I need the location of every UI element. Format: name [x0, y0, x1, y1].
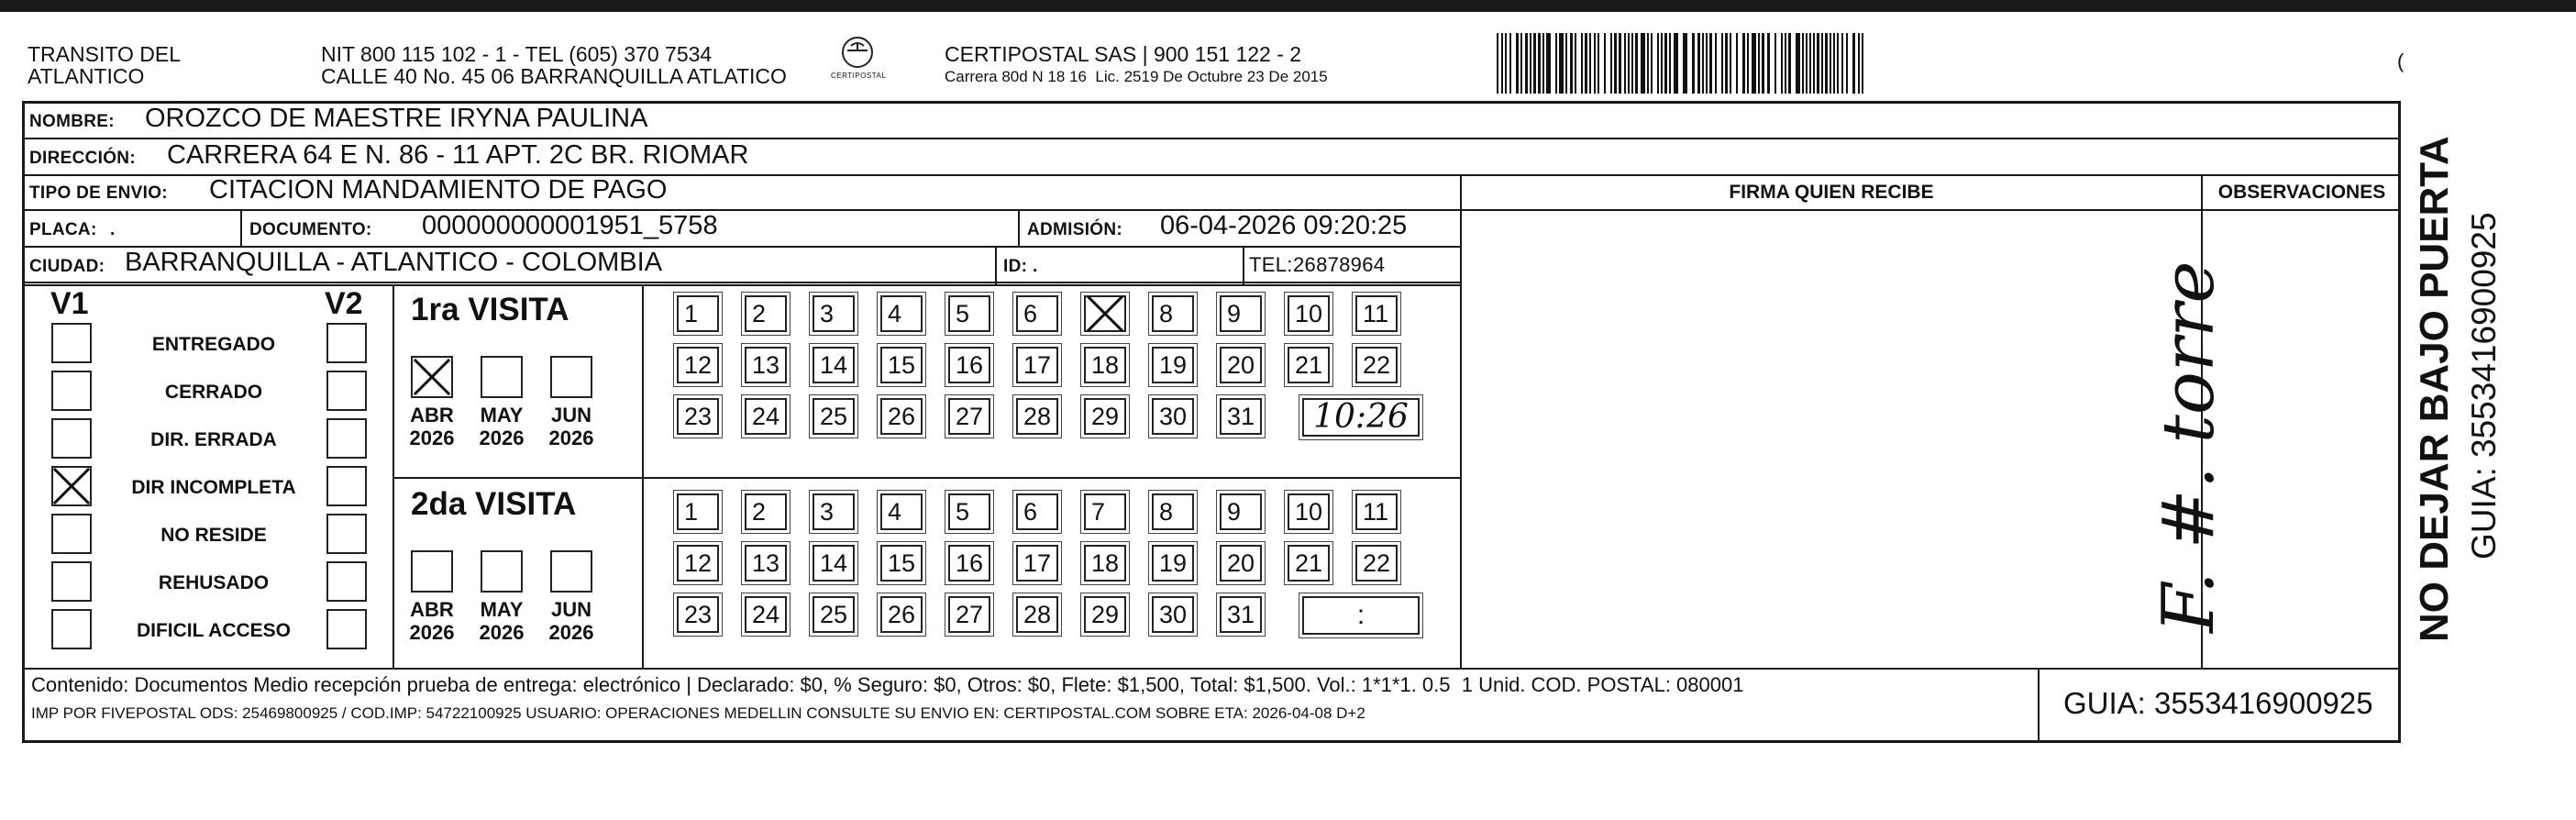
visit1-day-box[interactable]: 11 [1355, 295, 1398, 332]
observaciones-header: OBSERVACIONES [2217, 182, 2386, 203]
visit2-day-box[interactable]: 30 [1152, 596, 1194, 633]
visit1-day-box[interactable]: 27 [948, 398, 990, 435]
sender-name-line2: ATLANTICO [28, 64, 145, 88]
visit2-day-box[interactable]: 19 [1152, 545, 1194, 582]
visit1-month-checkbox[interactable] [481, 356, 523, 398]
visit2-day-box[interactable]: 2 [745, 493, 787, 530]
visit1-day-box[interactable]: 5 [948, 295, 990, 332]
visit2-day-box[interactable]: 10 [1288, 493, 1330, 530]
visit1-day-box[interactable]: 2 [745, 295, 787, 332]
tipo-envio-value: CITACION MANDAMIENTO DE PAGO [209, 175, 668, 205]
visit2-day-box[interactable]: 20 [1220, 545, 1262, 582]
visit-divider [394, 477, 1462, 479]
footer-imp-line: IMP POR FIVEPOSTAL ODS: 25469800925 / COD.IMP: 54722100925 USUARIO: OPERACIONES MEDELLIN CONSULTE SU ENVIO EN: CERTIPOSTAL.COM SOBRE ETA: 2026-04-08 D+2 [31, 704, 1365, 722]
id-value: . [1033, 257, 1038, 276]
visit2-month-checkbox[interactable] [481, 550, 523, 593]
tipo-envio-label: TIPO DE ENVIO: [29, 183, 168, 203]
visit1-month-label: MAY 2026 [479, 404, 525, 449]
col-divider [642, 284, 644, 670]
footer-content-line: Contenido: Documentos Medio recepción prueba de entrega: electrónico | Declarado: $0, % Seguro: $0, Otros: $0, Flete: $1,500, Total: $1,500. Vol.: 1*1*1. 0.5 1 Unid. COD. POSTAL: 080001 [31, 673, 1744, 696]
visit1-day-box[interactable]: 19 [1152, 347, 1194, 383]
visit2-day-box[interactable]: 4 [880, 493, 923, 530]
visit1-day-box[interactable]: 18 [1084, 347, 1126, 383]
visit2-day-box[interactable]: 16 [948, 545, 990, 582]
reason-label: DIR INCOMPLETA [131, 477, 296, 498]
page-marker: ( [2397, 50, 2405, 72]
ciudad-label: CIUDAD: [29, 257, 105, 276]
reason-label: REHUSADO [158, 572, 270, 593]
visit2-day-box[interactable]: 18 [1084, 545, 1126, 582]
visit2-day-box[interactable]: 13 [745, 545, 787, 582]
logo-caption: CERTIPOSTAL [831, 72, 887, 80]
visit1-day-box[interactable]: 20 [1220, 347, 1262, 383]
id-label: ID: [1003, 257, 1028, 276]
placa-value: . [110, 220, 116, 239]
visit1-month-label: ABR 2026 [409, 404, 455, 449]
visit2-day-box[interactable]: 12 [677, 545, 719, 582]
col-divider [1460, 174, 1462, 670]
visit2-day-box[interactable]: 23 [677, 596, 719, 633]
visit2-day-box[interactable]: 24 [745, 596, 787, 633]
reason-label: NO RESIDE [160, 525, 267, 546]
visit2-day-box[interactable]: 14 [813, 545, 855, 582]
visit2-day-box[interactable]: 26 [880, 596, 923, 633]
direccion-label: DIRECCIÓN: [29, 149, 136, 168]
side-no-dejar-text: NO DEJAR BAJO PUERTA [2412, 136, 2457, 642]
visit1-day-box[interactable]: 31 [1220, 398, 1262, 435]
v2-checkbox[interactable] [326, 609, 367, 649]
company-license: Carrera 80d N 18 16 Lic. 2519 De Octubre 23 De 2015 [945, 68, 1328, 85]
tel-value: 26878964 [1293, 253, 1386, 276]
tel-label: TEL: [1249, 253, 1293, 276]
visit1-day-box[interactable]: 1 [677, 295, 719, 332]
visit1-day-box[interactable]: 14 [813, 347, 855, 383]
visit2-day-box[interactable]: 31 [1220, 596, 1262, 633]
visit2-day-box[interactable]: 21 [1288, 545, 1330, 582]
visit2-month-label: ABR 2026 [409, 598, 455, 644]
visit1-month-checkbox[interactable] [550, 356, 592, 398]
ciudad-value: BARRANQUILLA - ATLANTICO - COLOMBIA [125, 248, 663, 277]
col-divider [240, 209, 242, 248]
visit1-day-box[interactable]: 16 [948, 347, 990, 383]
visit1-time-box[interactable]: 10:26 [1302, 398, 1420, 437]
visit1-day-box[interactable]: 23 [677, 398, 719, 435]
row-divider [22, 138, 2401, 139]
col-divider [995, 246, 997, 284]
admision-value: 06-04-2026 09:20:25 [1160, 211, 1408, 240]
v1-checkbox[interactable] [51, 418, 92, 459]
v1-checkbox[interactable] [51, 466, 92, 506]
v1-checkbox[interactable] [51, 514, 92, 554]
col-divider [1018, 209, 1020, 248]
visit1-day-box[interactable]: 12 [677, 347, 719, 383]
visit1-title: 1ra VISITA [411, 292, 569, 327]
visit2-day-box[interactable]: 8 [1152, 493, 1194, 530]
visit1-day-box[interactable]: 9 [1220, 295, 1262, 332]
visit2-day-box[interactable]: 9 [1220, 493, 1262, 530]
direccion-value: CARRERA 64 E N. 86 - 11 APT. 2C BR. RIOMAR [167, 140, 749, 170]
visit1-month-checkbox[interactable] [411, 356, 453, 398]
visit2-day-box[interactable]: 28 [1016, 596, 1058, 633]
reason-label: ENTREGADO [151, 334, 276, 355]
visit1-day-box[interactable]: 24 [745, 398, 787, 435]
visit1-day-box[interactable]: 26 [880, 398, 923, 435]
side-guia-text: GUIA: 3553416900925 [2465, 212, 2503, 560]
v1-checkbox[interactable] [51, 561, 92, 602]
company-name: CERTIPOSTAL SAS | 900 151 122 - 2 [945, 42, 1302, 66]
row-divider [22, 282, 1462, 283]
visit2-time-box[interactable]: : [1302, 596, 1420, 635]
col-divider [392, 284, 394, 670]
visit1-day-box[interactable]: 3 [813, 295, 855, 332]
visit2-month-checkbox[interactable] [411, 550, 453, 593]
certipostal-logo-icon [842, 37, 873, 68]
visit2-day-box[interactable]: 1 [677, 493, 719, 530]
visit2-month-label: MAY 2026 [479, 598, 525, 644]
visit1-day-box[interactable]: 4 [880, 295, 923, 332]
nombre-value: OROZCO DE MAESTRE IRYNA PAULINA [145, 104, 648, 133]
visit2-day-box[interactable]: 3 [813, 493, 855, 530]
v1-checkbox[interactable] [51, 371, 92, 411]
visit1-day-box[interactable]: 28 [1016, 398, 1058, 435]
visit1-day-box[interactable] [1084, 295, 1126, 332]
visit2-day-box[interactable]: 7 [1084, 493, 1126, 530]
col-divider [2038, 668, 2040, 743]
barcode-bar [1863, 33, 1868, 94]
documento-value: 000000000001951_5758 [422, 211, 718, 240]
visit2-month-label: JUN 2026 [548, 598, 594, 644]
sender-nit: NIT 800 115 102 - 1 - TEL (605) 370 7534 [321, 42, 713, 66]
visit2-title: 2da VISITA [411, 486, 577, 522]
v1-label: V1 [50, 286, 89, 321]
visit1-day-box[interactable]: 10 [1288, 295, 1330, 332]
reason-label: DIFICIL ACCESO [136, 620, 291, 641]
visit2-day-box[interactable]: 17 [1016, 545, 1058, 582]
observaciones-signature: F. #. torre [2148, 260, 2230, 633]
footer-guia: GUIA: 3553416900925 [2063, 686, 2373, 720]
col-divider [1243, 246, 1244, 284]
visit2-day-box[interactable]: 29 [1084, 596, 1126, 633]
visit1-day-box[interactable]: 17 [1016, 347, 1058, 383]
visit1-month-label: JUN 2026 [548, 404, 594, 449]
footer-divider [22, 668, 2401, 670]
visit1-day-box[interactable]: 8 [1152, 295, 1194, 332]
visit1-day-box[interactable]: 29 [1084, 398, 1126, 435]
row-divider [22, 284, 1462, 286]
reason-label: DIR. ERRADA [150, 429, 277, 450]
sender-address: CALLE 40 No. 45 06 BARRANQUILLA ATLATICO [321, 64, 787, 88]
visit1-day-box[interactable]: 30 [1152, 398, 1194, 435]
v2-checkbox[interactable] [326, 514, 367, 554]
visit2-day-box[interactable]: 6 [1016, 493, 1058, 530]
visit1-day-box[interactable]: 22 [1355, 347, 1398, 383]
visit2-day-box[interactable]: 11 [1355, 493, 1398, 530]
v1-checkbox[interactable] [51, 323, 92, 363]
nombre-label: NOMBRE: [29, 112, 115, 131]
placa-label: PLACA: [29, 220, 97, 239]
visit2-month-checkbox[interactable] [550, 550, 592, 593]
v2-checkbox[interactable] [326, 371, 367, 411]
visit1-day-box[interactable]: 25 [813, 398, 855, 435]
v2-checkbox[interactable] [326, 418, 367, 459]
barcode [1497, 33, 2230, 94]
visit1-day-box[interactable]: 13 [745, 347, 787, 383]
documento-label: DOCUMENTO: [249, 220, 372, 239]
visit2-day-box[interactable]: 27 [948, 596, 990, 633]
visit1-day-box[interactable]: 15 [880, 347, 923, 383]
visit2-day-box[interactable]: 15 [880, 545, 923, 582]
reason-label: CERRADO [164, 382, 263, 403]
visit2-day-box[interactable]: 22 [1355, 545, 1398, 582]
firma-header: FIRMA QUIEN RECIBE [1729, 182, 1934, 203]
v2-checkbox[interactable] [326, 561, 367, 602]
visit1-day-box[interactable]: 21 [1288, 347, 1330, 383]
visit2-day-box[interactable]: 5 [948, 493, 990, 530]
v2-label: V2 [325, 286, 363, 321]
v1-checkbox[interactable] [51, 609, 92, 649]
admision-label: ADMISIÓN: [1027, 220, 1123, 239]
top-edge-bar [0, 0, 2576, 12]
visit1-day-box[interactable]: 6 [1016, 295, 1058, 332]
v2-checkbox[interactable] [326, 466, 367, 506]
visit2-day-box[interactable]: 25 [813, 596, 855, 633]
v2-checkbox[interactable] [326, 323, 367, 363]
sender-name-line1: TRANSITO DEL [28, 42, 181, 66]
